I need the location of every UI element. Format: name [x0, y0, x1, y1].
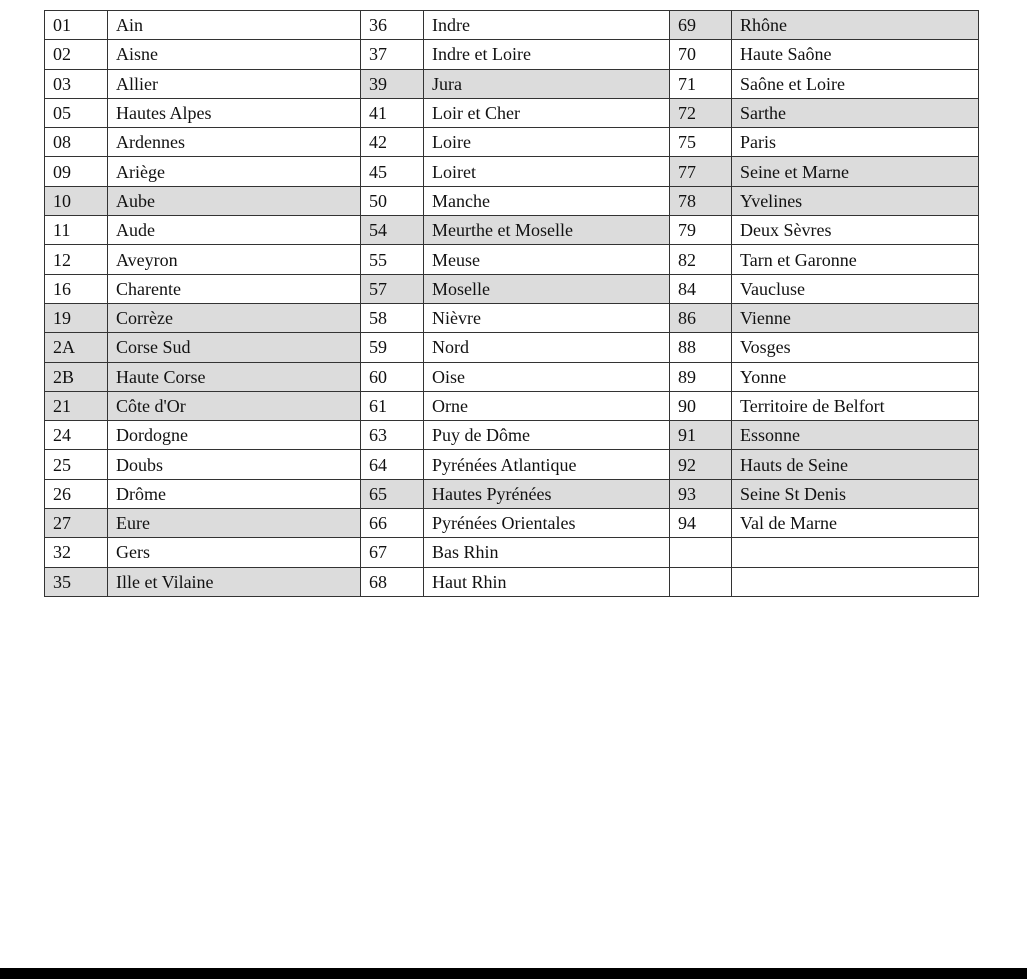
- table-row: [45, 40, 979, 69]
- department-code-cell: 88: [670, 333, 732, 362]
- department-name-cell: Puy de Dôme: [424, 421, 670, 450]
- department-code-cell: 79: [670, 216, 732, 245]
- department-name-cell: Orne: [424, 391, 670, 420]
- department-name-cell: Aisne: [108, 40, 361, 69]
- department-code-cell: 50: [361, 186, 424, 215]
- department-name-cell: Seine St Denis: [732, 479, 979, 508]
- department-name-cell: Pyrénées Atlantique: [424, 450, 670, 479]
- department-code-cell: 58: [361, 303, 424, 332]
- department-name-cell: Nord: [424, 333, 670, 362]
- department-name-cell: Côte d'Or: [108, 391, 361, 420]
- department-name-cell: Val de Marne: [732, 509, 979, 538]
- department-code-cell: 94: [670, 509, 732, 538]
- department-name-cell: Loir et Cher: [424, 98, 670, 127]
- department-name-cell: Charente: [108, 274, 361, 303]
- department-code-cell: 61: [361, 391, 424, 420]
- department-code-cell: 82: [670, 245, 732, 274]
- department-name-cell: Nièvre: [424, 303, 670, 332]
- department-code-cell: 65: [361, 479, 424, 508]
- department-name-cell: Ariège: [108, 157, 361, 186]
- department-code-cell: [670, 567, 732, 596]
- department-name-cell: Loire: [424, 128, 670, 157]
- department-name-cell: Eure: [108, 509, 361, 538]
- department-code-cell: 54: [361, 216, 424, 245]
- department-code-cell: 01: [45, 11, 108, 40]
- table-row: [45, 538, 979, 567]
- department-name-cell: Aude: [108, 216, 361, 245]
- department-name-cell: Ille et Vilaine: [108, 567, 361, 596]
- department-name-cell: Loiret: [424, 157, 670, 186]
- table-row: [45, 98, 979, 127]
- department-name-cell: Gers: [108, 538, 361, 567]
- table-row: [45, 245, 979, 274]
- department-name-cell: Paris: [732, 128, 979, 157]
- department-name-cell: Corse Sud: [108, 333, 361, 362]
- department-name-cell: Tarn et Garonne: [732, 245, 979, 274]
- department-code-cell: 78: [670, 186, 732, 215]
- department-code-cell: 90: [670, 391, 732, 420]
- department-name-cell: [732, 538, 979, 567]
- department-code-cell: 36: [361, 11, 424, 40]
- table-row: [45, 421, 979, 450]
- department-code-cell: 45: [361, 157, 424, 186]
- department-code-cell: 71: [670, 69, 732, 98]
- department-name-cell: Indre et Loire: [424, 40, 670, 69]
- department-code-cell: 68: [361, 567, 424, 596]
- department-code-cell: 72: [670, 98, 732, 127]
- table-row: [45, 567, 979, 596]
- department-code-cell: 66: [361, 509, 424, 538]
- department-name-cell: Yvelines: [732, 186, 979, 215]
- department-code-cell: 25: [45, 450, 108, 479]
- department-name-cell: Aveyron: [108, 245, 361, 274]
- department-code-cell: 10: [45, 186, 108, 215]
- department-code-cell: 37: [361, 40, 424, 69]
- table-row: [45, 11, 979, 40]
- department-code-cell: 41: [361, 98, 424, 127]
- department-code-cell: 21: [45, 391, 108, 420]
- department-code-cell: 57: [361, 274, 424, 303]
- table-row: [45, 479, 979, 508]
- department-name-cell: Essonne: [732, 421, 979, 450]
- department-code-cell: 05: [45, 98, 108, 127]
- department-name-cell: Moselle: [424, 274, 670, 303]
- department-name-cell: Corrèze: [108, 303, 361, 332]
- department-code-cell: 32: [45, 538, 108, 567]
- department-code-cell: 64: [361, 450, 424, 479]
- department-code-cell: 89: [670, 362, 732, 391]
- department-name-cell: Drôme: [108, 479, 361, 508]
- department-name-cell: Seine et Marne: [732, 157, 979, 186]
- table-row: [45, 509, 979, 538]
- department-name-cell: Yonne: [732, 362, 979, 391]
- department-code-cell: 26: [45, 479, 108, 508]
- department-name-cell: Territoire de Belfort: [732, 391, 979, 420]
- department-name-cell: Jura: [424, 69, 670, 98]
- department-name-cell: Manche: [424, 186, 670, 215]
- department-name-cell: Haute Saône: [732, 40, 979, 69]
- table-row: [45, 450, 979, 479]
- department-code-cell: 19: [45, 303, 108, 332]
- department-code-cell: 60: [361, 362, 424, 391]
- department-name-cell: Sarthe: [732, 98, 979, 127]
- department-code-cell: 86: [670, 303, 732, 332]
- department-code-cell: 08: [45, 128, 108, 157]
- departments-table: [44, 10, 979, 597]
- department-code-cell: 27: [45, 509, 108, 538]
- table-row: [45, 362, 979, 391]
- table-row: [45, 333, 979, 362]
- department-code-cell: 39: [361, 69, 424, 98]
- department-name-cell: Aube: [108, 186, 361, 215]
- table-row: [45, 128, 979, 157]
- department-code-cell: 67: [361, 538, 424, 567]
- table-row: [45, 303, 979, 332]
- department-code-cell: 35: [45, 567, 108, 596]
- department-code-cell: 16: [45, 274, 108, 303]
- department-code-cell: 75: [670, 128, 732, 157]
- department-name-cell: Vienne: [732, 303, 979, 332]
- department-code-cell: 03: [45, 69, 108, 98]
- department-name-cell: Allier: [108, 69, 361, 98]
- department-code-cell: 70: [670, 40, 732, 69]
- department-name-cell: Deux Sèvres: [732, 216, 979, 245]
- department-name-cell: Oise: [424, 362, 670, 391]
- department-code-cell: [670, 538, 732, 567]
- bottom-border-bar: [0, 968, 1027, 979]
- table-row: [45, 274, 979, 303]
- table-row: [45, 216, 979, 245]
- table-row: [45, 391, 979, 420]
- department-name-cell: [732, 567, 979, 596]
- department-code-cell: 09: [45, 157, 108, 186]
- department-code-cell: 59: [361, 333, 424, 362]
- department-name-cell: Bas Rhin: [424, 538, 670, 567]
- department-code-cell: 92: [670, 450, 732, 479]
- department-name-cell: Meurthe et Moselle: [424, 216, 670, 245]
- department-name-cell: Saône et Loire: [732, 69, 979, 98]
- department-code-cell: 69: [670, 11, 732, 40]
- department-code-cell: 91: [670, 421, 732, 450]
- department-code-cell: 77: [670, 157, 732, 186]
- department-name-cell: Hauts de Seine: [732, 450, 979, 479]
- department-name-cell: Haute Corse: [108, 362, 361, 391]
- department-name-cell: Rhône: [732, 11, 979, 40]
- department-name-cell: Vosges: [732, 333, 979, 362]
- department-code-cell: 55: [361, 245, 424, 274]
- department-code-cell: 11: [45, 216, 108, 245]
- department-code-cell: 63: [361, 421, 424, 450]
- department-code-cell: 2B: [45, 362, 108, 391]
- department-code-cell: 42: [361, 128, 424, 157]
- department-code-cell: 12: [45, 245, 108, 274]
- department-name-cell: Ardennes: [108, 128, 361, 157]
- department-code-cell: 02: [45, 40, 108, 69]
- department-code-cell: 84: [670, 274, 732, 303]
- department-name-cell: Hautes Pyrénées: [424, 479, 670, 508]
- table-row: [45, 186, 979, 215]
- department-name-cell: Indre: [424, 11, 670, 40]
- department-name-cell: Pyrénées Orientales: [424, 509, 670, 538]
- table-row: [45, 157, 979, 186]
- department-code-cell: 24: [45, 421, 108, 450]
- table-row: [45, 69, 979, 98]
- department-name-cell: Meuse: [424, 245, 670, 274]
- department-code-cell: 2A: [45, 333, 108, 362]
- department-name-cell: Haut Rhin: [424, 567, 670, 596]
- department-name-cell: Vaucluse: [732, 274, 979, 303]
- department-name-cell: Ain: [108, 11, 361, 40]
- department-name-cell: Doubs: [108, 450, 361, 479]
- department-code-cell: 93: [670, 479, 732, 508]
- department-name-cell: Dordogne: [108, 421, 361, 450]
- department-name-cell: Hautes Alpes: [108, 98, 361, 127]
